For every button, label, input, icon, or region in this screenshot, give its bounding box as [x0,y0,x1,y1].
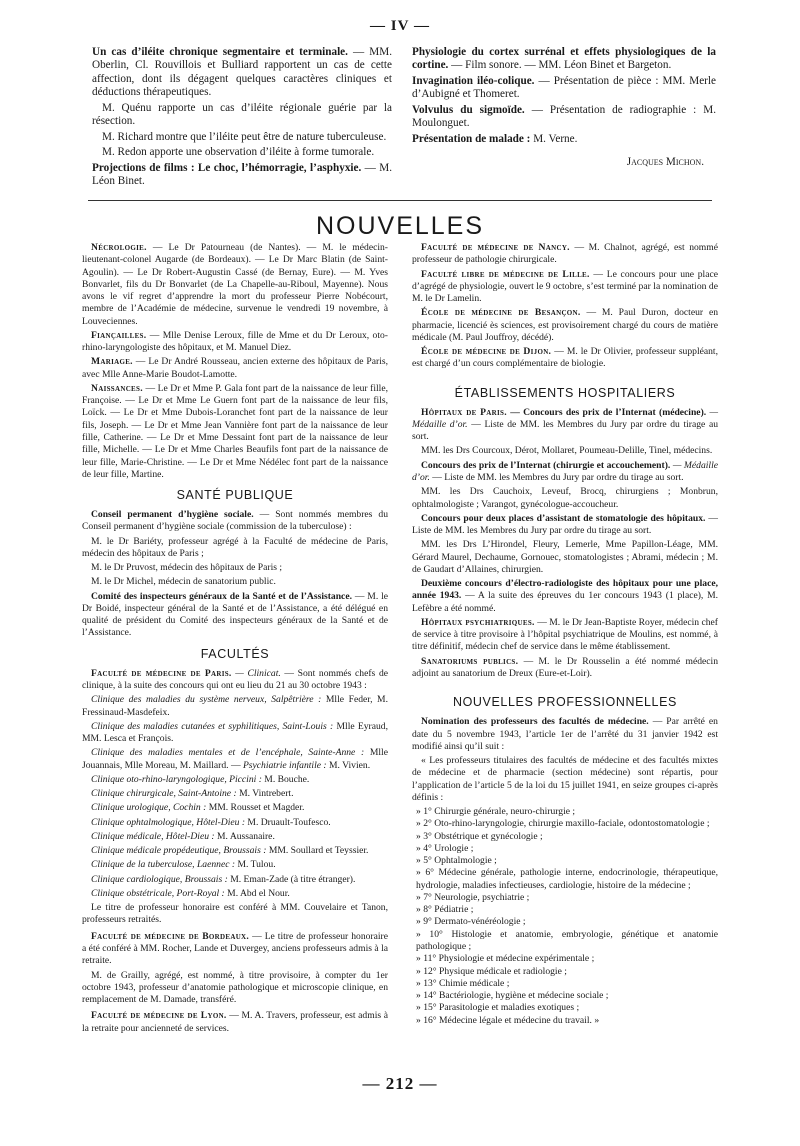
news-text: — M. le Dr Olivier, professeur suppléant, est chargé d’un cours complémentaire de biologie. [412,346,718,370]
list-item: » 6° Médecine générale, pathologie interne, endocrinologie, thérapeutique, hydrologie, maladies infectieuses, cardiologie, histoire de la médecine ; [416,867,718,891]
news-item [412,307,718,344]
news-item: « Les professeurs titulaires des facultés de médecine et des facultés mixtes de médecine et de pharmacie (section médecine) sont répartis, pour l’application de l’article 5 de la loi du 15 juillet 1941, en seize groupes ci-après définis : [412,755,718,803]
news-item: M. de Grailly, agrégé, est nommé, à titre provisoire, à compter du 1er octobre 1943, professeur d’anatomie pathologique et microscopie clinique, en remplacement de M. Damade, transféré. [82,969,388,1006]
paragraph [412,75,716,102]
news-text: — Liste de MM. les Membres du Jury par ordre du tirage au sort. [412,418,718,443]
clinic-name: Clinique des maladies mentales et de l’encéphale, Sainte-Anne : [91,747,365,759]
list-item: » 8° Pédiatrie ; [416,904,474,916]
news-item: MM. les Drs Cauchoix, Leveuf, Brocq, chirurgiens ; Monbrun, ophtalmologiste ; Varangot, gynécologue-accoucheur. [412,486,718,510]
clinic-names: M. Aussanaire. [214,830,275,842]
news-text: — M. le Dr Jean-Baptiste Royer, médecin chef de service à titre provisoire à l’hôpital psychiatrique de Moulins, est nommé, à titre définitif, médecin chef de service dans le même établissement. [412,616,719,653]
news-heading: Hôpitaux de Paris. [421,406,507,418]
section-divider [88,200,712,201]
list-item: » 16° Médecine légale et médecine du travail. » [416,1014,600,1026]
right-column [412,242,718,1027]
paragraph: M. Redon apporte une observation d’iléite à forme tumorale. [102,146,375,159]
item-title: Volvulus du sigmoïde. [412,103,525,116]
news-item [82,931,388,968]
news-heading: Faculté de médecine de Bordeaux. [91,930,250,942]
signature: Jacques Michon. [626,156,704,169]
news-heading: École de médecine de Besançon. [421,307,581,319]
news-subheading: Concours des prix de l’Internat (chirurgie et accouchement). [421,459,671,471]
list-item: » 7° Neurologie, psychiatrie ; [416,891,530,903]
news-heading: Faculté libre de médecine de Lille. [421,268,590,280]
news-item: M. le Dr Pruvost, médecin des hôpitaux de Paris ; [91,562,283,574]
news-heading: Nécrologie. [91,242,147,253]
news-text: — Par arrêté en date du 5 novembre 1943, l’article 1er de l’arrêté du 31 janvier 1942 est modifié ainsi qu’il suit : [412,716,718,752]
clinic-name: Psychiatrie infantile : [242,759,327,771]
clinic-names: MM. Soullard et Teyssier. [266,845,369,857]
clinic-name: Clinique médicale, Hôtel-Dieu : [91,830,215,842]
list-item: » 4° Urologie ; [416,842,474,854]
list-item: » 15° Parasitologie et maladies exotiques ; [416,1002,580,1014]
clinic-line [82,694,388,719]
news-item [412,460,718,485]
clinic-name: Clinique des maladies cutanées et syphilitiques, Saint-Louis : [91,720,334,732]
news-text: — M. Chalnot, agrégé, est nommé professeur de pathologie chirurgicale. [412,242,718,266]
list-item: » 11° Physiologie et médecine expérimentale ; [416,953,595,965]
news-heading: Comité des inspecteurs généraux de la Santé et de l’Assistance. [91,590,352,602]
list-item: » 12° Physique médicale et radiologie ; [416,965,567,977]
news-text: — Le concours pour une place d’agrégé de physiologie, ouvert le 9 octobre, s’est terminé par la nomination de M. le Dr Lamelin. [412,268,718,305]
clinic-line [82,831,388,843]
news-text: — A la suite des épreuves du 1er concours 1943 (1 place), M. Lefèbre a été nommé. [412,590,719,614]
news-subheading: — Médaille d’or. [412,406,719,430]
clinic-names: M. Vintrebert. [236,788,294,800]
clinic-name: Clinique ophtalmologique, Hôtel-Dieu : [91,816,246,828]
news-subheading: — Concours des prix de l’Internat (médecine). [506,406,707,418]
news-subheading: — Clinicat. [231,667,281,679]
news-item [412,346,718,371]
clinic-name: Clinique obstétricale, Port-Royal : [91,887,225,899]
news-text: — M. le Dr Boidé, inspecteur général de la Santé et de l’Assistance, a été délégué en qualité de président du Comité des inspecteurs généraux de la Santé et de l’Assistance. [82,590,388,639]
news-text: — Le Dr André Rousseau, ancien externe des hôpitaux de Paris, avec Mlle Anne-Marie Boudot-Lamotte. [82,356,388,380]
clinic-line [82,721,388,746]
clinic-line [82,817,388,829]
news-heading: Faculté de médecine de Lyon. [91,1010,227,1022]
clinic-name: Clinique des maladies du système nerveux, Salpêtrière : [91,694,322,706]
news-item [412,407,718,444]
news-subheading: — Médaille d’or. [412,459,718,483]
paragraph: M. Quénu rapporte un cas d’iléite régionale guérie par la résection. [92,101,392,128]
clinic-line [82,774,388,786]
news-subheading: Concours pour deux places d’assistant de stomatologie des hôpitaux. [421,512,706,524]
news-item [82,383,388,481]
news-text: — Liste de MM. les Membres du Jury par ordre du tirage au sort. [429,471,684,483]
paragraph: M. Richard montre que l’iléite peut être de nature tuberculeuse. [102,130,387,143]
clinic-names: M. Vivien. [326,759,371,771]
item-title: Projections de films : Le choc, l’hémorragie, l’asphyxie. [92,161,362,174]
news-heading: Naissances. [91,382,143,394]
news-text: — Le Dr Patourneau (de Nantes). — M. le médecin-lieutenant-colonel Augarde (de Bordeaux). — Le Dr Marc Blatin (de Saint-Agoulin). — Le Dr Robert-Augustin Cassé (de Bernay, Eure). — M. Yves Bonvarlet, fils du Dr Bonvarlet (de La Chapelle-au-Riboul, Mayenne). Nous avons le vif regret d’apprendre la mort du professeur Pierre Nobécourt, membre de l’Académie de médecine, survenue le vendredi 19 novembre, à Louveciennes. [82,242,388,327]
clinic-names: Mlle Eyraud, MM. Lesca et François. [82,720,388,745]
news-text: — M. A. Travers, professeur, est admis à la retraite pour ancienneté de services. [82,1010,388,1034]
page-number: — 212 — [362,1074,438,1093]
news-item [82,330,388,355]
clinic-names: M. Abd el Nour. [224,887,290,899]
paragraph [412,104,716,131]
paragraph [92,46,392,100]
news-text: — M. le Dr Rousselin a été nommé médecin adjoint au sanatorium de Dreux (Eure-et-Loir). [412,655,718,679]
item-text: — Présentation de pièce : MM. Merle d’Aubigné et Thomeret. [412,74,716,101]
section-title-sante-publique: SANTÉ PUBLIQUE [176,488,294,503]
news-heading: Hôpitaux psychiatriques. [421,616,535,628]
left-column [82,242,388,1037]
clinic-names: Mlle Feder, M. Fressinaud-Masdefeix. [82,694,388,718]
news-item [82,591,388,640]
news-item: Le titre de professeur honoraire est conféré à MM. Couvelaire et Tanon, professeurs retraités. [82,902,388,926]
list-item: » 1° Chirurgie générale, neuro-chirurgie ; [416,806,576,818]
news-heading: Fiançailles. [91,329,147,341]
news-heading: Sanatoriums publics. [421,655,519,667]
clinic-names: Mlle Jouannais, Mlle Moreau, M. Maillard. — [82,747,388,771]
news-text: — Mlle Denise Leroux, fille de Mme et du Dr Leroux, oto-rhino-laryngologiste des hôpitaux, et M. Manuel Diez. [82,329,388,354]
groups-list [412,806,718,1027]
news-heading: Faculté de médecine de Nancy. [421,242,570,253]
item-text: M. Verne. [530,132,578,145]
news-item: M. le Dr Bariéty, professeur agrégé à la Faculté de médecine de Paris, médecin des hôpitaux de Paris ; [82,535,388,559]
paragraph [412,46,716,73]
news-item [412,656,718,681]
section-title-nouvelles-professionnelles: NOUVELLES PROFESSIONNELLES [452,695,677,710]
item-title: Un cas d’iléite chronique segmentaire et terminale. [92,46,348,58]
paragraph [412,133,716,146]
news-text: — Sont nommés membres du Conseil permanent d’hygiène sociale (commission de la tuberculose) : [82,509,388,533]
list-item: » 2° Oto-rhino-laryngologie, chirurgie maxillo-faciale, odontostomatologie ; [416,818,710,830]
news-item [412,269,718,306]
paragraph [92,162,392,189]
news-item [82,242,388,328]
news-heading: Nomination des professeurs des facultés de médecine. [421,716,649,728]
news-subheading: Deuxième concours d’électro-radiologiste des hôpitaux pour une place, année 1943. [412,578,718,602]
list-item: » 14° Bactériologie, hygiène et médecine sociale ; [416,990,609,1002]
clinic-line [82,788,388,800]
clinic-line [82,747,388,772]
clinic-line [82,802,388,814]
clinic-name: Clinique de la tuberculose, Laennec : [91,859,236,871]
news-heading: Faculté de médecine de Paris. [91,667,232,679]
news-item [82,1010,388,1035]
clinic-name: Clinique médicale propédeutique, Broussais : [91,845,267,857]
news-item: MM. les Drs L’Hirondel, Fleury, Lemerle, Mme Papillon-Léage, MM. Gérard Maurel, Dechaume, Gornouec, stomatologistes ; Abrami, médecin ; M. de Gaudart d’Allaines, chirurgien. [412,539,718,575]
clinic-line [82,874,388,886]
list-item: » 9° Dermato-vénéréologie ; [416,916,526,928]
news-heading: École de médecine de Dijon. [421,346,552,358]
clinic-names: M. Druault-Toufesco. [245,816,331,828]
news-item [82,356,388,381]
clinic-names: M. Tulou. [235,859,276,871]
list-item: » 5° Ophtalmologie ; [416,855,497,867]
news-item [412,578,718,615]
news-text: — Le Dr et Mme P. Gala font part de la naissance de leur fille, Françoise. — Le Dr et Mme Le Guern font part de la naissance de leur fils, Loïck. — Le Dr et Mme Dubois-Loranchet font part de la naissance de leur fils, Joseph. — Le Dr et Mme Jean Vannière font part de la naissance de leur fille, Catherine. — Le Dr et Mme Dessaint font part de la naissance de leur fille, Michelle. — Le Dr et Mme Charles Beaufils font part de la naissance de leur fille, Marie-Christine. — Le Dr et Mme Nédélec font part de la naissance de leur fille, Martine. [82,382,388,480]
news-item [82,509,388,534]
list-item: » 10° Histologie et anatomie, embryologie, génétique et anatomie pathologique ; [416,928,718,953]
item-text: — Présentation de radiographie : M. Moulonguet. [412,103,717,130]
top-right-column [412,46,716,170]
news-item [412,513,718,538]
clinic-line [82,845,388,857]
clinic-line [82,859,388,871]
clinic-name: Clinique chirurgicale, Saint-Antoine : [91,788,237,800]
item-text: — MM. Oberlin, Cl. Rouvillois et Bulliard rapportent un cas de cette affection, dont ils dégagent quelques caractères cliniques et déductions thérapeutiques. [92,46,392,99]
news-heading: Conseil permanent d’hygiène sociale. [91,509,254,521]
news-item [412,617,718,654]
news-item: MM. les Drs Courcoux, Dérot, Mollaret, Poumeau-Delille, Tinel, médecins. [421,445,713,457]
clinic-names: MM. Rousset et Magder. [206,802,305,814]
clinic-names: M. Bouche. [261,773,310,785]
news-item [82,668,388,693]
clinic-line [82,888,388,900]
item-title: Physiologie du cortex surrénal et effets physiologiques de la cortine. [412,46,716,72]
page-header: — IV — [370,18,430,34]
news-item [412,716,718,753]
news-text: — Sont nommés chefs de clinique, à la suite des concours qui ont eu lieu du 21 au 30 octobre 1943 : [82,667,388,691]
news-text: — M. Paul Duron, docteur en pharmacie, licencié ès sciences, est provisoirement chargé du cours de matière médicale (M. Paul Jouffroy, décédé). [412,307,718,343]
list-item: » 13° Chimie médicale ; [416,977,510,989]
news-text: — Liste de MM. les Membres du Jury par ordre du tirage au sort. [412,512,718,537]
news-text: — Le titre de professeur honoraire a été conféré à MM. Rocher, Lande et Duvergey, anciens professeurs admis à la retraite. [82,930,388,967]
item-title: Invagination iléo-colique. [412,74,535,87]
item-title: Présentation de malade : [412,132,531,145]
clinic-name: Clinique cardiologique, Broussais : [91,873,228,885]
top-left-column [92,46,392,190]
clinic-name: Clinique oto-rhino-laryngologique, Piccini : [91,773,262,785]
clinic-names: M. Eman-Zade (à titre étranger). [227,873,356,885]
news-item: M. le Dr Michel, médecin de sanatorium public. [91,576,276,588]
list-item: » 3° Obstétrique et gynécologie ; [416,830,543,842]
news-item [412,242,718,267]
section-title-nouvelles: NOUVELLES [315,212,485,240]
section-title-etablissements-hospitaliers: ÉTABLISSEMENTS HOSPITALIERS [454,385,676,400]
news-heading: Mariage. [91,356,133,368]
clinic-name: Clinique urologique, Cochin : [91,802,207,814]
section-title-facultes: FACULTÉS [200,646,270,661]
item-text: — Film sonore. — MM. Léon Binet et Bargeton. [448,59,672,72]
item-text: — M. Léon Binet. [92,161,392,187]
